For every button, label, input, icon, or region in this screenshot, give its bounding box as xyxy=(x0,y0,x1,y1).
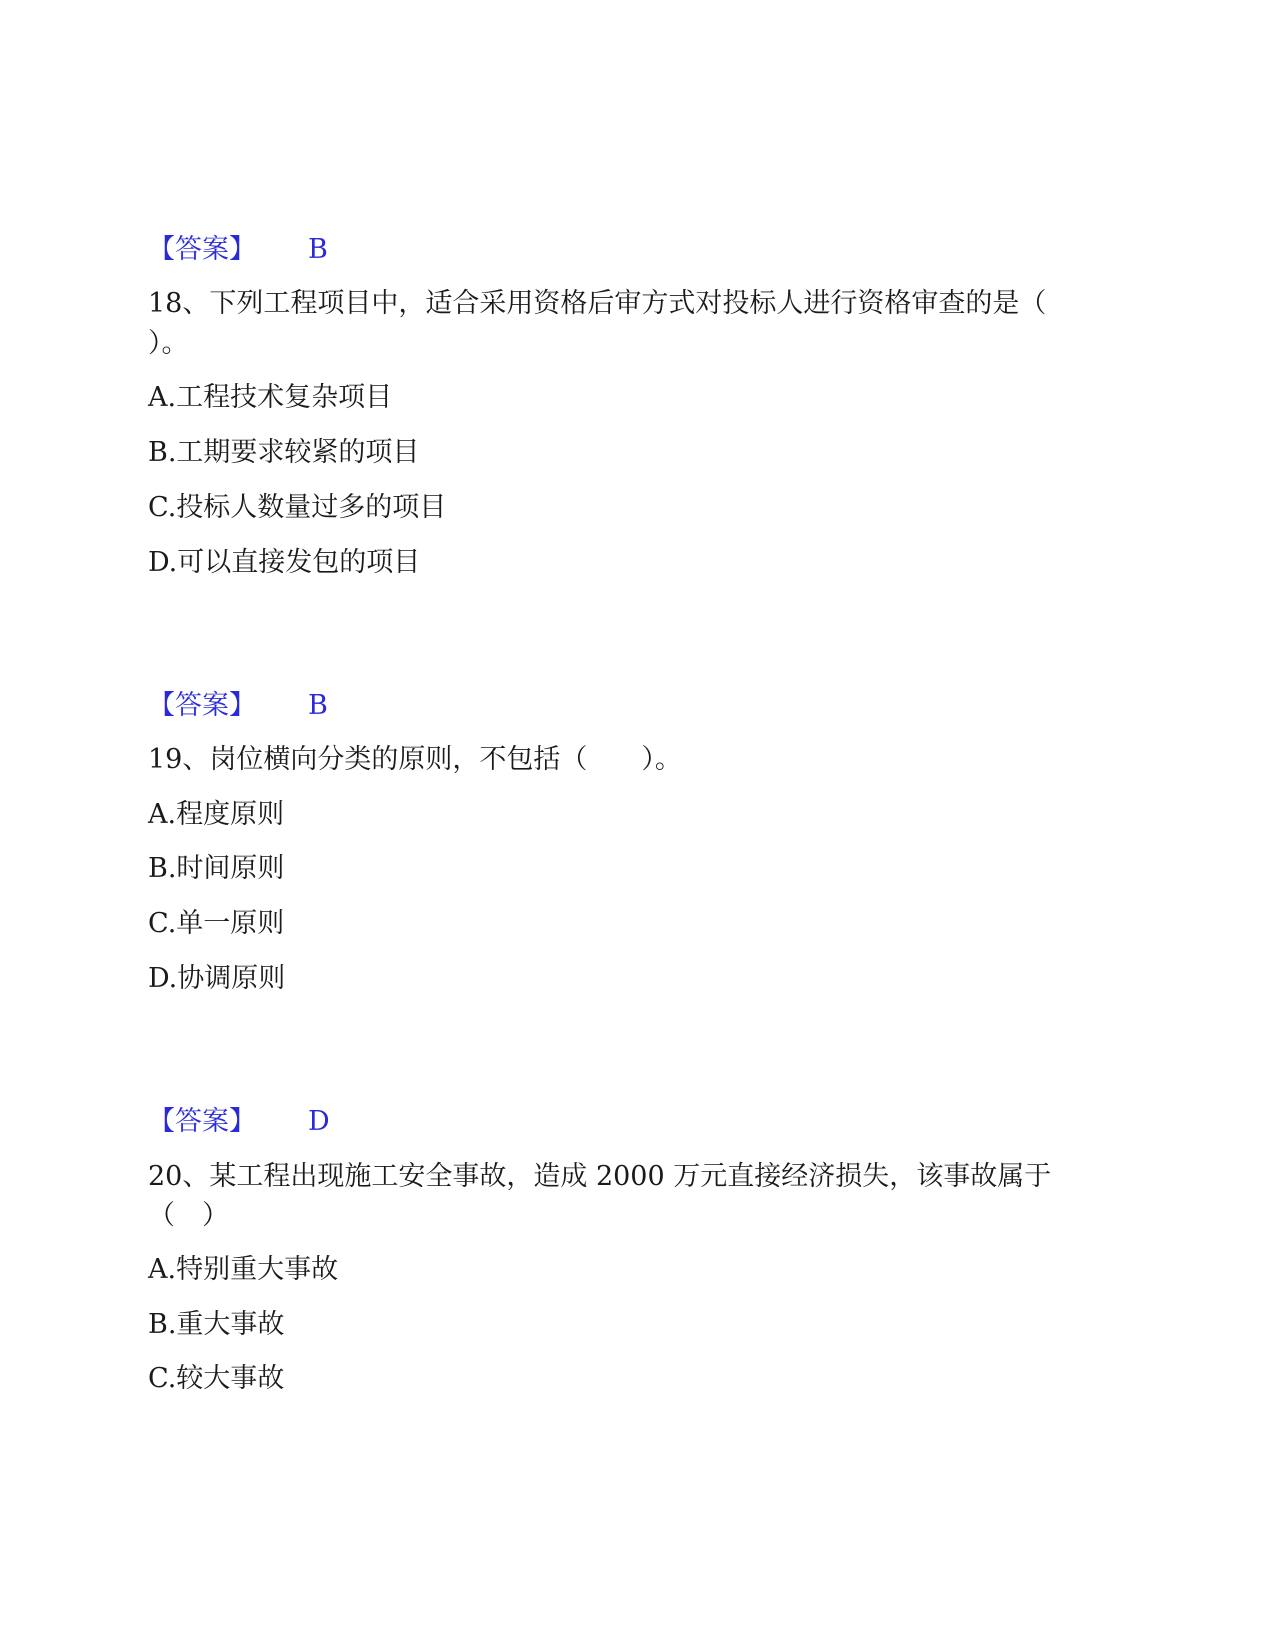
question-18-option-a: A.工程技术复杂项目 xyxy=(148,382,393,413)
question-18-line-2: ）。 xyxy=(148,328,189,359)
answer-value: B xyxy=(308,690,328,721)
answer-line xyxy=(148,688,328,724)
question-19-option-b: B.时间原则 xyxy=(148,853,285,884)
answer-line xyxy=(148,1104,330,1140)
question-20-line-1: 20、某工程出现施工安全事故，造成 2000 万元直接经济损失，该事故属于 xyxy=(148,1161,1052,1192)
question-20-option-b: B.重大事故 xyxy=(148,1309,285,1340)
question-20-option-a: A.特别重大事故 xyxy=(148,1254,339,1285)
answer-label: 【答案】 xyxy=(148,234,256,265)
answer-label: 【答案】 xyxy=(148,690,256,721)
answer-line xyxy=(148,232,328,268)
answer-value: B xyxy=(308,234,328,265)
answer-value: D xyxy=(308,1106,330,1137)
question-18-option-b: B.工期要求较紧的项目 xyxy=(148,437,420,468)
question-18-option-d: D.可以直接发包的项目 xyxy=(148,547,421,578)
question-19-option-a: A.程度原则 xyxy=(148,799,285,830)
question-18-option-c: C.投标人数量过多的项目 xyxy=(148,492,447,523)
answer-label: 【答案】 xyxy=(148,1106,256,1137)
question-18-line-1: 18、下列工程项目中，适合采用资格后审方式对投标人进行资格审查的是（ xyxy=(148,288,1047,319)
question-19-option-c: C.单一原则 xyxy=(148,908,285,939)
question-19-line-1: 19、岗位横向分类的原则，不包括（ ）。 xyxy=(148,744,682,775)
question-19-option-d: D.协调原则 xyxy=(148,963,286,994)
question-20-line-2: （ ） xyxy=(148,1200,229,1231)
question-20-option-c: C.较大事故 xyxy=(148,1363,285,1394)
